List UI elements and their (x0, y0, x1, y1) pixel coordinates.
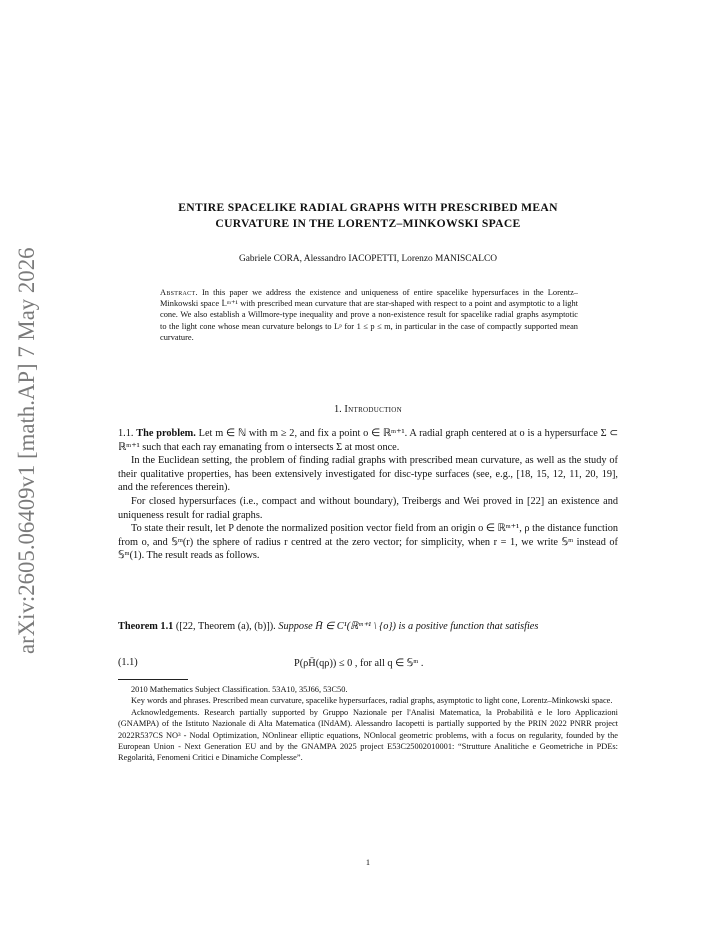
paper-title (118, 200, 618, 232)
section-number: 1. (333, 404, 342, 415)
author-list: Gabriele CORA, Alessandro IACOPETTI, Lorenzo MANISCALCO (238, 254, 498, 264)
footnote-divider (118, 679, 188, 680)
footnote-msc: 2010 Mathematics Subject Classification. 53A10, 35J66, 53C50. (131, 685, 348, 694)
theorem-1-1 (118, 620, 618, 634)
equation-body: P(ρH̄(qρ)) ≤ 0 , for all q ∈ 𝕊ᵐ . (294, 658, 424, 669)
footnote-keywords: Key words and phrases. Prescribed mean curvature, spacelike hypersurfaces, radial graphs, asymptotic to light cone, Lorentz–Minkowski space. (131, 696, 613, 706)
paragraph-1 (118, 427, 618, 454)
title-line-1: ENTIRE SPACELIKE RADIAL GRAPHS WITH PRESCRIBED MEAN (178, 201, 558, 214)
paragraph-3: For closed hypersurfaces (i.e., compact and without boundary), Treibergs and Wei proved in [22] an existence and uniqueness result for radial graphs. (118, 495, 618, 521)
equation-number: (1.1) (118, 657, 138, 668)
footnote-acknowledgements: Acknowledgements. Research partially supported by Gruppo Nazionale per l'Analisi Matematica, la Probabilità e le loro Applicazioni (GNAMPA) of the Istituto Nazionale di Alta Matematica (INdAM). Alessandro Iacopetti is partially supported by the PRIN 2022 PNRR project 2022R537CS NO³ - Nodal Optimization, NOnlinear elliptic equations, NOnlocal geometric problems, with a focus on regularity, founded by the European Union - Next Generation EU and by the GNAMPA 2025 project E53C25002010001: “Strutture Analitiche e Geometriche in PDEs: Regolarità, Fenomeni Critici e Dinamiche Complesse”. (118, 707, 618, 763)
page-number: 1 (365, 858, 371, 867)
section-title: Introduction (344, 404, 403, 415)
abstract-label: Abstract. (160, 288, 198, 297)
arxiv-identifier-stamp: arXiv:2605.06409v1 [math.AP] 7 May 2026 (14, 247, 39, 654)
paragraph-1-text: Let m ∈ ℕ with m ≥ 2, and fix a point o ∈ ℝᵐ⁺¹. A radial graph centered at o is a hypersurface Σ ⊂ ℝᵐ⁺¹ such that each ray emanating from o intersects Σ at most once. (118, 428, 619, 453)
theorem-statement: Suppose H̄ ∈ C¹(ℝᵐ⁺¹ \ {o}) is a positive function that satisfies (278, 621, 539, 632)
abstract-text: In this paper we address the existence and uniqueness of entire spacelike hypersurfaces in the Lorentz–Minkowski space 𝕃ᵐ⁺¹ with prescribed mean curvature that are star-shaped with respect to a point and asymptotic to a light cone. We also establish a Willmore-type inequality and prove a non-existence result for spacelike radial graphs asymptotic to the light cone whose mean curvature belongs to Lᵖ for 1 ≤ p ≤ m, in particular in the case of compactly supported mean curvature. (160, 288, 578, 342)
body-text (118, 427, 618, 563)
paragraph-2: In the Euclidean setting, the problem of finding radial graphs with prescribed mean curvature, as well as the study of their qualitative properties, has been extensively investigated for disc-type surfaces (see, e.g., [18, 15, 12, 11, 20, 19], and the references therein). (118, 455, 618, 494)
equation-1-1 (118, 657, 618, 671)
subsection-title: The problem. (136, 428, 196, 439)
paragraph-4: To state their result, let P denote the normalized position vector field from an origin o ∈ ℝᵐ⁺¹, ρ the distance function from o, and 𝕊ᵐ(r) the sphere of radius r centred at the zero vector; for simplicity, when r = 1, we write 𝕊ᵐ instead of 𝕊ᵐ(1). The result reads as follows. (118, 523, 618, 562)
title-line-2: CURVATURE IN THE LORENTZ–MINKOWSKI SPACE (215, 217, 521, 230)
section-heading (118, 404, 618, 415)
theorem-label: Theorem 1.1 (118, 621, 174, 632)
abstract (160, 287, 578, 343)
footnotes (118, 684, 618, 764)
subsection-number: 1.1. (118, 428, 134, 439)
arxiv-stamp-container (14, 0, 44, 932)
theorem-reference: ([22, Theorem (a), (b)]). (175, 621, 276, 632)
